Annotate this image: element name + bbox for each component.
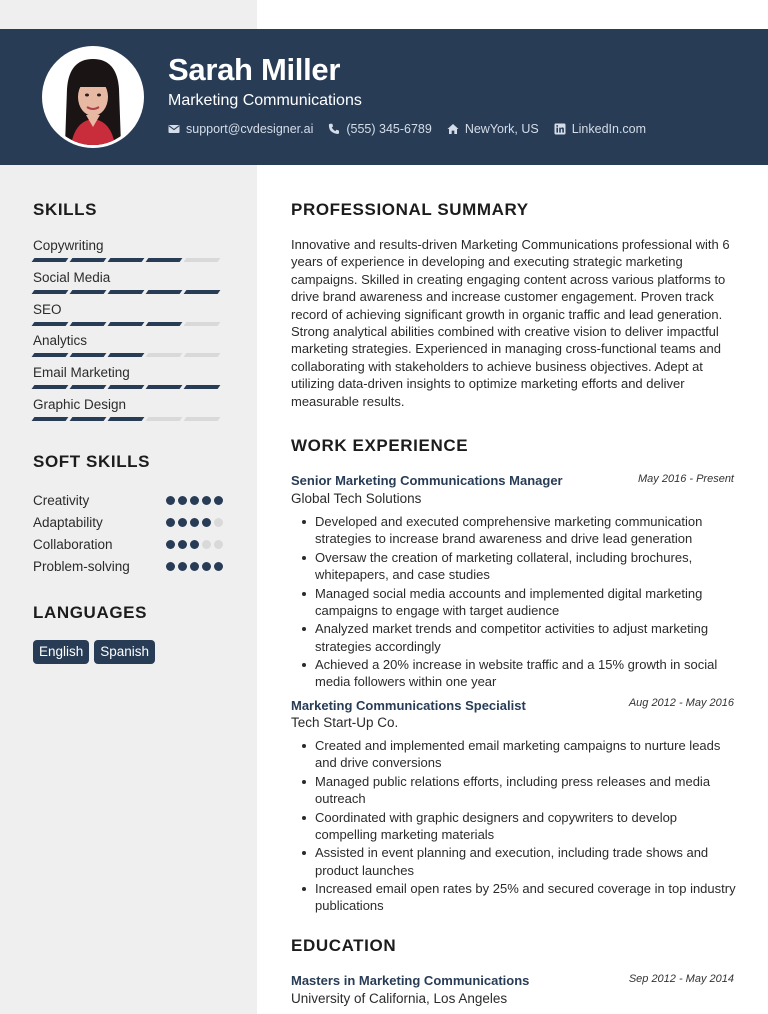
candidate-title: Marketing Communications	[168, 92, 362, 109]
rating-dot	[202, 518, 211, 527]
skill-item	[33, 237, 223, 269]
list-item: Coordinated with graphic designers and copywriters to develop compelling marketing materials	[315, 809, 740, 843]
soft-skill-rating	[166, 540, 223, 549]
language-tag-spanish: Spanish	[94, 640, 155, 664]
rating-dot	[190, 562, 199, 571]
skills-heading: SKILLS	[33, 200, 98, 219]
soft-skill-item	[33, 533, 223, 555]
skill-label: Social Media	[33, 269, 111, 285]
linkedin-text: LinkedIn.com	[571, 122, 647, 136]
rating-dot	[202, 540, 211, 549]
skill-item	[33, 396, 223, 428]
skill-level-segment	[146, 290, 183, 294]
skill-level-segment	[146, 258, 183, 262]
list-item: Achieved a 20% increase in website traffic and a 15% growth in social media followers within one year	[315, 656, 740, 690]
job-dates: May 2016 - Present	[638, 473, 734, 485]
skill-item	[33, 269, 223, 301]
languages-list	[33, 640, 155, 664]
job-bullets	[315, 737, 740, 916]
rating-dot	[214, 496, 223, 505]
skill-level-segment	[146, 353, 183, 357]
rating-dot	[214, 518, 223, 527]
skill-level-segment	[32, 385, 69, 389]
rating-dot	[166, 540, 175, 549]
list-item: Created and implemented email marketing campaigns to nurture leads and drive conversions	[315, 737, 740, 771]
language-tag-english: English	[33, 640, 89, 664]
skill-level-segment	[184, 385, 221, 389]
skill-level-segment	[108, 417, 145, 421]
soft-skill-rating	[166, 496, 223, 505]
job-title: Senior Marketing Communications Manager	[291, 473, 563, 488]
skill-level-segment	[70, 322, 107, 326]
rating-dot	[202, 562, 211, 571]
contact-bar	[168, 122, 661, 136]
avatar	[42, 46, 144, 148]
skill-level-segment	[146, 322, 183, 326]
rating-dot	[190, 540, 199, 549]
skill-level-segment	[32, 417, 69, 421]
skill-level-bar	[33, 322, 223, 326]
skill-level-segment	[184, 322, 221, 326]
email-text: support@cvdesigner.ai	[186, 122, 314, 136]
location-text: NewYork, US	[464, 122, 539, 136]
contact-location	[447, 122, 539, 136]
skill-level-segment	[108, 258, 145, 262]
soft-skill-rating	[166, 518, 223, 527]
summary-text: Innovative and results-driven Marketing Communications professional with 6 years of experience in developing and executing strategic marketing campaigns. Skilled in creating engaging content across various platforms to drive brand awareness and increase customer engagement. Proven track record of achieving significant growth in organic traffic and lead generation. Strong analytical abilities combined with creative vision to deliver impactful marketing strategies. Experienced in managing cross-functional teams and collaborating with stakeholders to achieve business objectives. Adept at utilizing data-driven insights to optimize marketing efforts and deliver measurable results.	[291, 237, 730, 409]
rating-dot	[178, 496, 187, 505]
soft-skills-heading: SOFT SKILLS	[33, 452, 151, 471]
skill-level-segment	[70, 290, 107, 294]
list-item: Increased email open rates by 25% and secured coverage in top industry publications	[315, 880, 740, 914]
skill-level-bar	[33, 290, 223, 294]
skill-level-segment	[70, 385, 107, 389]
skill-level-bar	[33, 385, 223, 389]
rating-dot	[214, 540, 223, 549]
soft-skill-item	[33, 511, 223, 533]
phone-text: (555) 345-6789	[346, 122, 432, 136]
skill-level-segment	[70, 353, 107, 357]
skill-level-segment	[146, 385, 183, 389]
skill-level-segment	[108, 385, 145, 389]
skill-level-segment	[108, 353, 145, 357]
soft-skill-item	[33, 489, 223, 511]
rating-dot	[166, 562, 175, 571]
skill-level-segment	[184, 417, 221, 421]
list-item: Managed social media accounts and implemented digital marketing campaigns to engage with target audience	[315, 585, 740, 619]
experience-heading: WORK EXPERIENCE	[291, 436, 469, 455]
soft-skill-rating	[166, 562, 223, 571]
skill-label: Analytics	[33, 333, 88, 349]
home-icon	[447, 123, 459, 135]
skill-label: Graphic Design	[33, 396, 127, 412]
job-dates: Aug 2012 - May 2016	[628, 697, 734, 709]
skill-label: Email Marketing	[33, 365, 130, 381]
skill-item	[33, 364, 223, 396]
rating-dot	[190, 496, 199, 505]
contact-phone[interactable]	[328, 122, 431, 136]
rating-dot	[178, 562, 187, 571]
skill-item	[33, 332, 223, 364]
job-bullets	[315, 513, 740, 692]
rating-dot	[202, 496, 211, 505]
education-dates: Sep 2012 - May 2014	[628, 973, 734, 985]
education-heading: EDUCATION	[291, 936, 397, 955]
list-item: Oversaw the creation of marketing collateral, including brochures, whitepapers, and case studies	[315, 549, 740, 583]
rating-dot	[178, 540, 187, 549]
skill-level-segment	[70, 258, 107, 262]
rating-dot	[166, 518, 175, 527]
summary-heading: PROFESSIONAL SUMMARY	[291, 200, 529, 219]
skill-level-segment	[32, 322, 69, 326]
education-school: University of California, Los Angeles	[291, 991, 508, 1006]
skill-label: Copywriting	[33, 238, 104, 253]
skill-label: SEO	[33, 301, 62, 317]
rating-dot	[178, 518, 187, 527]
soft-skill-item	[33, 555, 223, 577]
skill-level-segment	[184, 353, 221, 357]
skill-level-segment	[32, 290, 69, 294]
soft-skill-label: Adaptability	[33, 514, 103, 530]
contact-email[interactable]	[168, 122, 313, 136]
list-item: Analyzed market trends and competitor activities to adjust marketing strategies accordingly	[315, 620, 740, 654]
job-company: Tech Start-Up Co.	[291, 715, 399, 730]
email-icon	[168, 123, 180, 135]
education-degree: Masters in Marketing Communications	[291, 973, 530, 988]
languages-heading: LANGUAGES	[33, 603, 148, 622]
skill-level-segment	[32, 353, 69, 357]
profile-photo	[45, 49, 141, 145]
skill-level-bar	[33, 417, 223, 421]
skill-level-segment	[184, 258, 221, 262]
skill-level-segment	[70, 417, 107, 421]
rating-dot	[190, 518, 199, 527]
soft-skill-label: Problem-solving	[33, 558, 130, 574]
soft-skills-list	[33, 489, 223, 577]
contact-linkedin[interactable]	[554, 122, 646, 136]
phone-icon	[328, 123, 340, 135]
skill-level-segment	[32, 258, 69, 262]
soft-skill-label: Collaboration	[33, 536, 113, 552]
rating-dot	[166, 496, 175, 505]
list-item: Developed and executed comprehensive marketing communication strategies to increase brand awareness and drive lead generation	[315, 513, 740, 547]
soft-skill-label: Creativity	[33, 492, 90, 508]
skill-level-segment	[184, 290, 221, 294]
rating-dot	[214, 562, 223, 571]
candidate-name: Sarah Miller	[168, 52, 341, 87]
skills-list	[33, 237, 223, 428]
job-title: Marketing Communications Specialist	[291, 698, 526, 713]
skill-level-bar	[33, 258, 223, 262]
skill-level-segment	[108, 322, 145, 326]
skill-level-segment	[146, 417, 183, 421]
skill-level-segment	[108, 290, 145, 294]
job-company: Global Tech Solutions	[291, 491, 422, 506]
list-item: Managed public relations efforts, including press releases and media outreach	[315, 773, 740, 807]
skill-item	[33, 301, 223, 333]
list-item: Assisted in event planning and execution, including trade shows and product launches	[315, 844, 740, 878]
linkedin-icon	[554, 123, 566, 135]
skill-level-bar	[33, 353, 223, 357]
